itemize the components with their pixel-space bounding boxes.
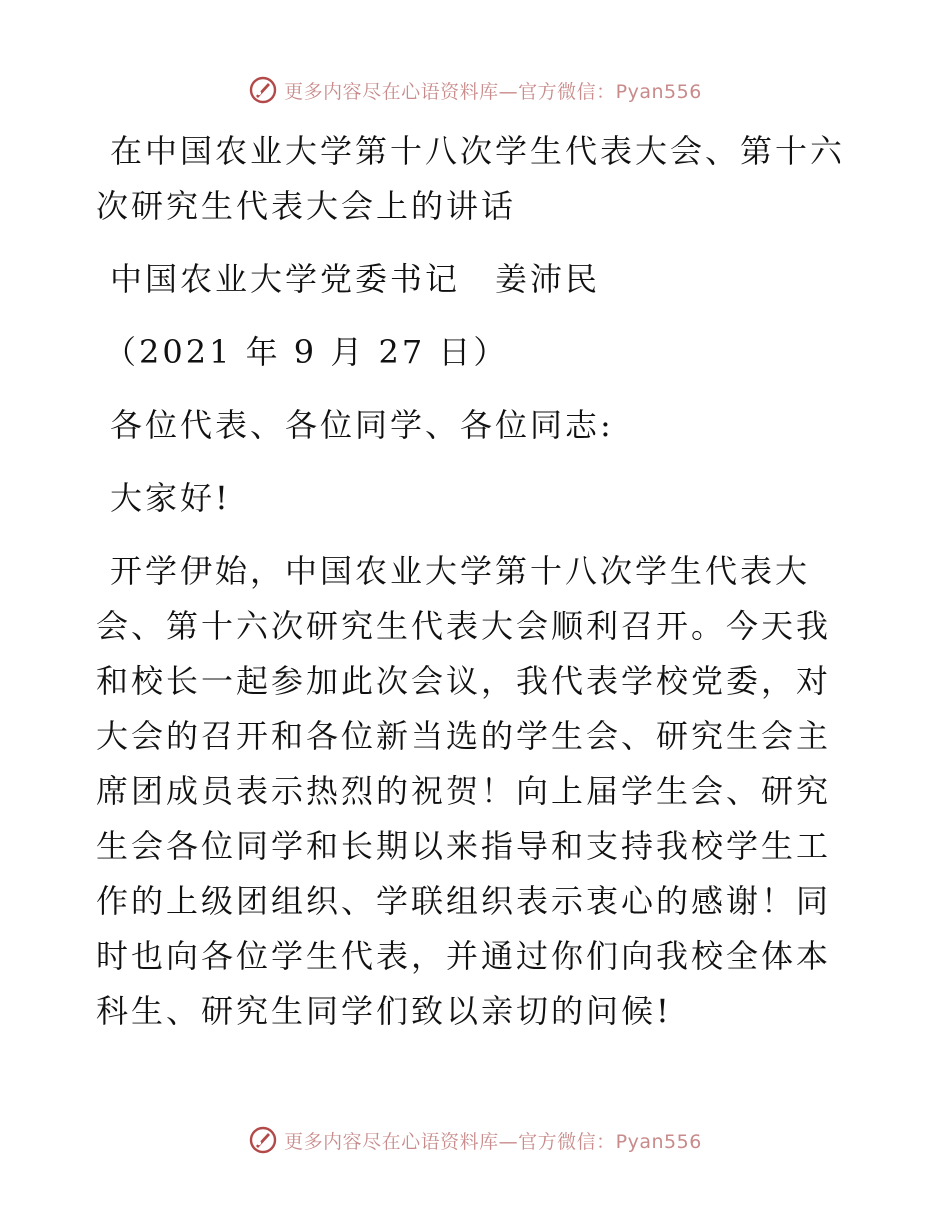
quill-seal-icon — [248, 1125, 278, 1155]
watermark-text: 更多内容尽在心语资料库—官方微信：Pyan556 — [284, 1130, 702, 1153]
salutation: 各位代表、各位同学、各位同志: — [110, 406, 614, 444]
footer-watermark — [0, 1122, 950, 1158]
header-watermark — [0, 72, 950, 108]
speech-author: 中国农业大学党委书记 姜沛民 — [110, 260, 601, 298]
quill-seal-icon — [248, 75, 278, 105]
speech-title: 在中国农业大学第十八次学生代表大会、第十六次研究生代表大会上的讲话 — [96, 132, 846, 225]
document-body — [96, 124, 856, 1039]
watermark-text: 更多内容尽在心语资料库—官方微信：Pyan556 — [284, 80, 702, 103]
speech-date: （2021 年 9 月 27 日） — [104, 333, 509, 371]
greeting: 大家好! — [110, 479, 231, 517]
paragraph-1: 开学伊始，中国农业大学第十八次学生代表大会、第十六次研究生代表大会顺利召开。今天我和校长一起参加此次会议，我代表学校党委，对大会的召开和各位新当选的学生会、研究生会主席团成员表示热烈的祝贺！向上届学生会、研究生会各位同学和长期以来指导和支持我校学生工作的上级团组织、学联组织表示衷心的感谢！同时也向各位学生代表，并通过你们向我校全体本科生、研究生同学们致以亲切的问候! — [96, 552, 832, 1030]
